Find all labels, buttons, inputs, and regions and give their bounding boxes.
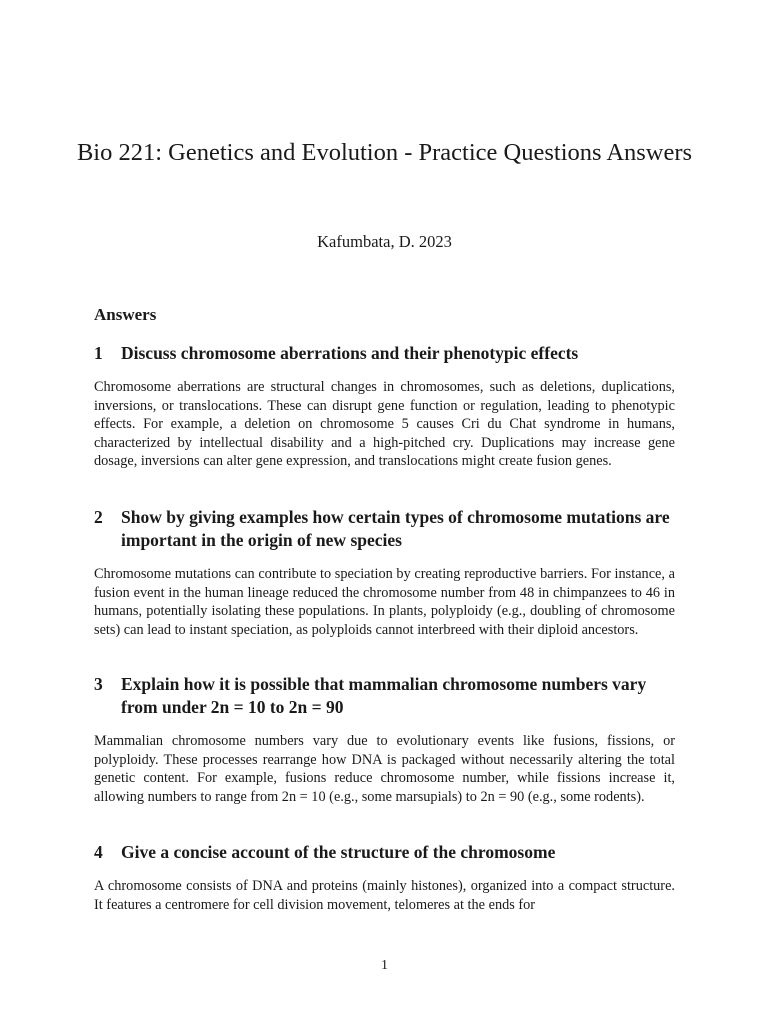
section-title: Explain how it is possible that mammalian chromosome numbers vary from under 2n = 10 to 2n = 90 <box>121 674 647 717</box>
section-3 <box>94 673 675 806</box>
section-body: Chromosome aberrations are structural changes in chromosomes, such as deletions, duplications, inversions, or translocations. These can disrupt gene function or regulation, leading to phenotypic effects. For example, a deletion on chromosome 5 causes Cri du Chat syndrome in humans, characterized by intellectual disability and a high-pitched cry. Duplications may increase gene dosage, inversions can alter gene expression, and translocations might create fusion genes. <box>94 379 675 469</box>
section-heading <box>94 673 675 719</box>
section-4 <box>94 841 675 933</box>
author-line: Kafumbata, D. 2023 <box>317 232 452 251</box>
section-number: 4 <box>94 842 103 862</box>
answers-heading: Answers <box>94 305 157 324</box>
section-1 <box>94 342 675 471</box>
section-2 <box>94 506 675 639</box>
section-title: Show by giving examples how certain types of chromosome mutations are important in the origin of new species <box>121 507 670 550</box>
document-title: Bio 221: Genetics and Evolution - Practice Questions Answers <box>76 139 693 166</box>
section-number: 2 <box>94 507 103 527</box>
section-body: Chromosome mutations can contribute to speciation by creating reproductive barriers. For instance, a fusion event in the human lineage reduced the chromosome number from 48 in chimpanzees to 46 in humans, potentially isolating these populations. In plants, polyploidy (e.g., doubling of chromosome sets) can lead to instant speciation, as polyploids cannot interbreed with their diploid ancestors. <box>94 566 675 638</box>
section-title: Give a concise account of the structure of the chromosome <box>121 842 556 862</box>
section-heading <box>94 342 675 365</box>
page-number: 1 <box>381 958 388 973</box>
section-body: Mammalian chromosome numbers vary due to evolutionary events like fusions, fissions, or polyploidy. These processes rearrange how DNA is packaged without necessarily altering the total genetic content. For example, fusions reduce chromosome number, while fissions increase it, allowing numbers to range from 2n = 10 (e.g., some marsupials) to 2n = 90 (e.g., some rodents). <box>94 733 675 805</box>
document-page <box>76 0 693 1024</box>
section-heading <box>94 506 675 552</box>
section-number: 3 <box>94 674 103 694</box>
section-body: A chromosome consists of DNA and proteins (mainly histones), organized into a compact structure. It features a centromere for cell division movement, telomeres at the ends for <box>94 878 675 913</box>
section-number: 1 <box>94 343 103 363</box>
section-title: Discuss chromosome aberrations and their phenotypic effects <box>121 343 579 363</box>
section-heading <box>94 841 675 864</box>
